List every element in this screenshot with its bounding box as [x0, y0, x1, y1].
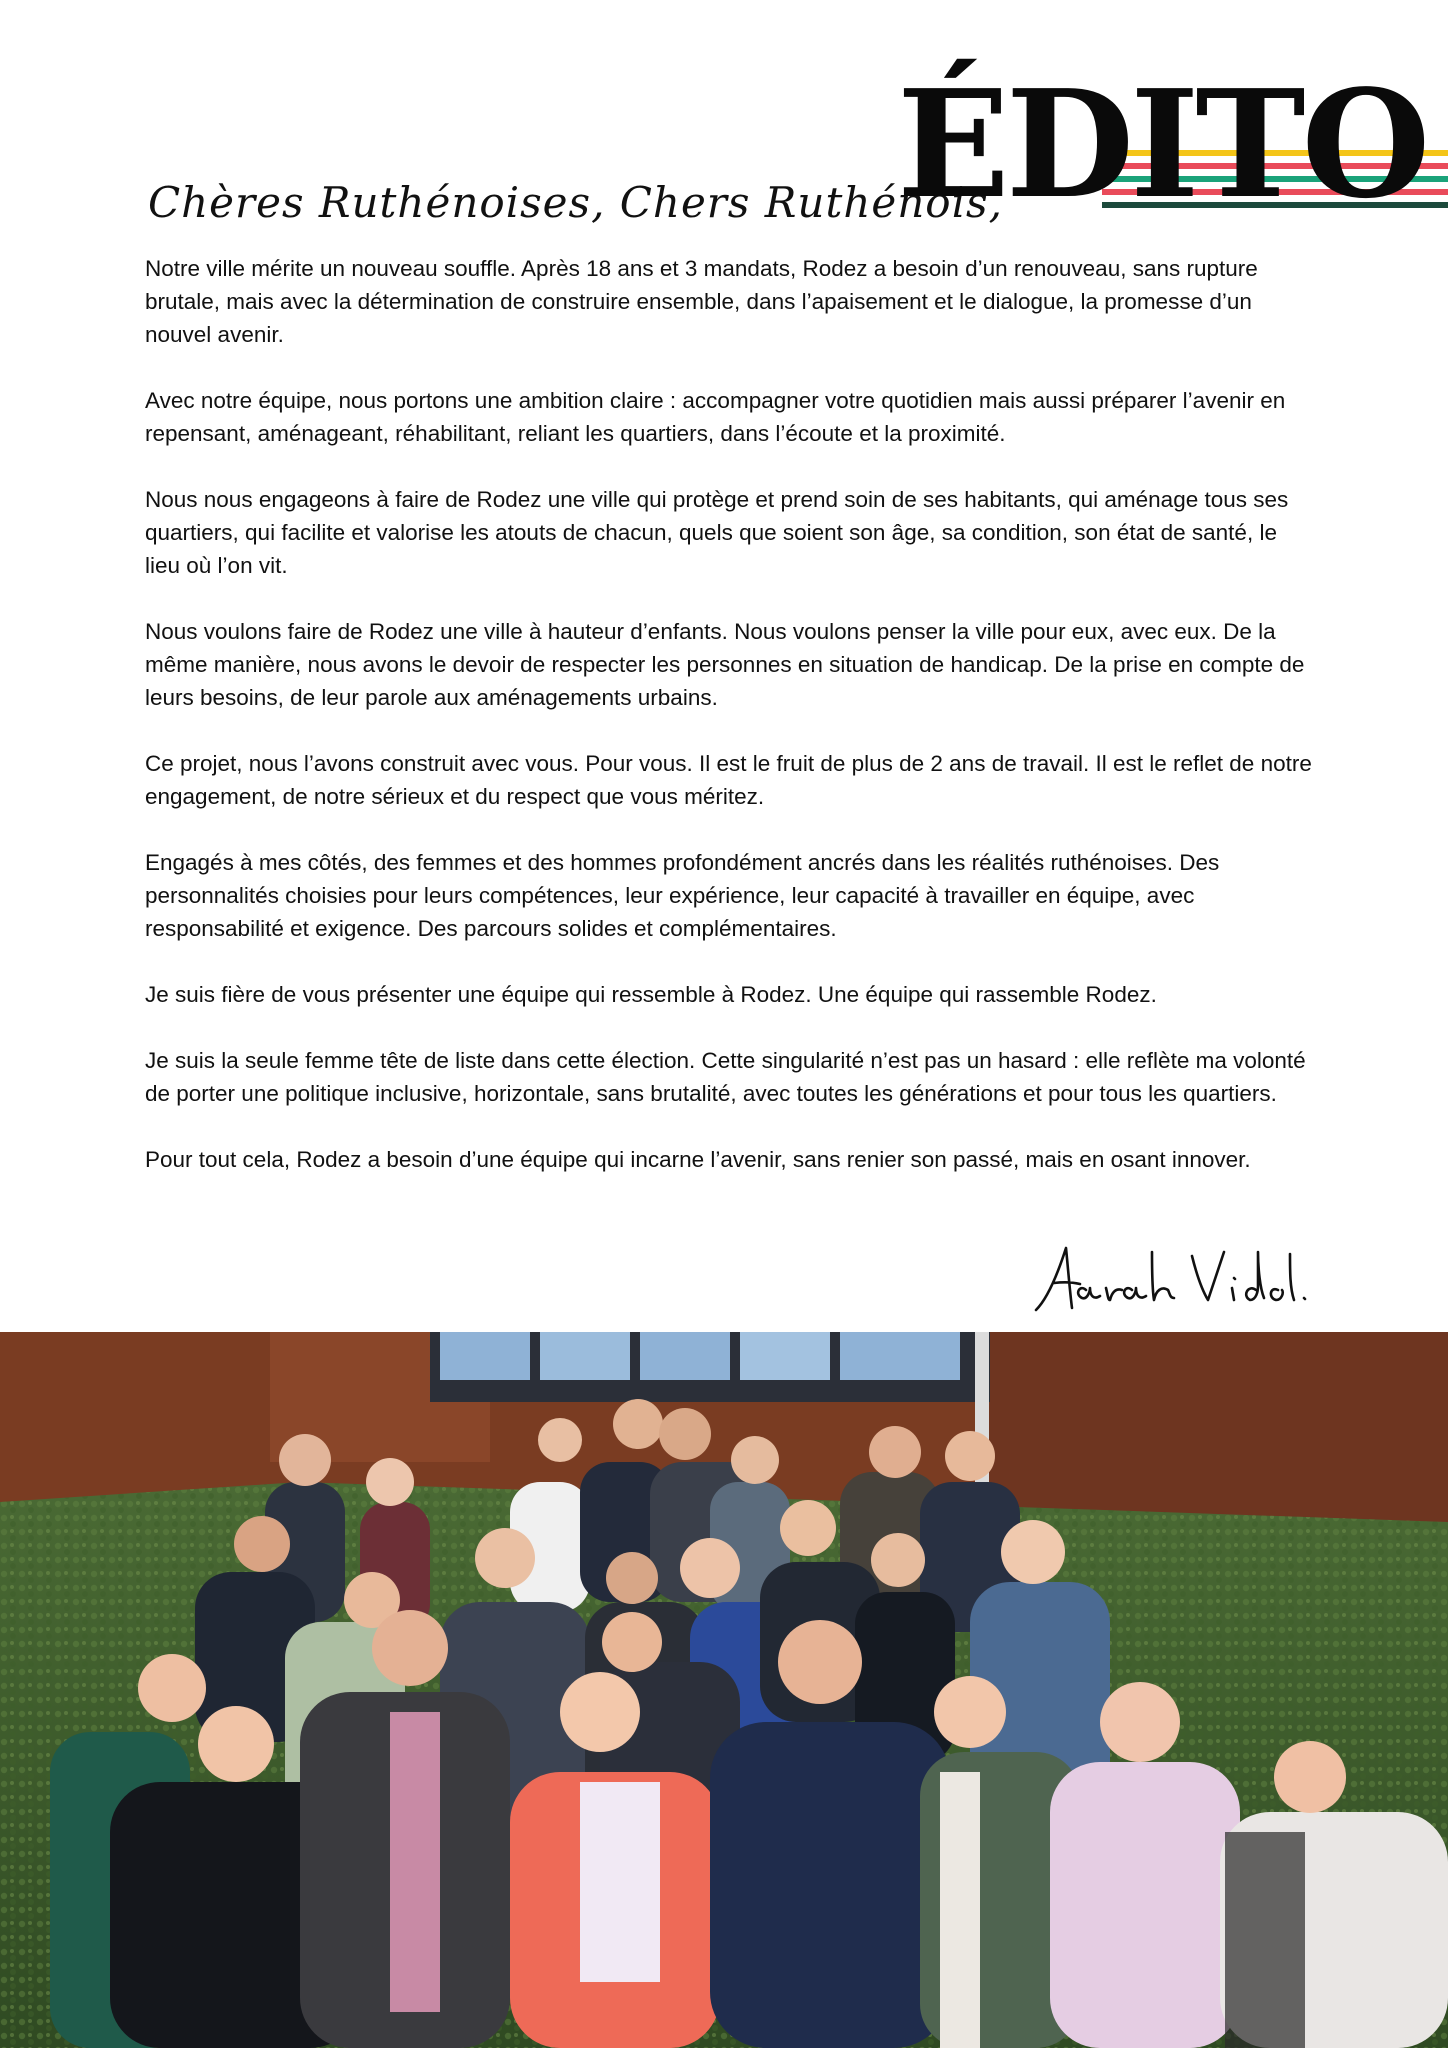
- salutation: Chères Ruthénoises, Chers Ruthénois,: [148, 178, 1003, 227]
- signature-text: [1030, 1240, 1310, 1320]
- paragraph: Ce projet, nous l’avons construit avec vous. Pour vous. Il est le fruit de plus de 2 ans de travail. Il est le reflet de notre engagement, de notre sérieux et du respect que vous méritez.: [145, 751, 1312, 809]
- paragraph: Nous voulons faire de Rodez une ville à hauteur d’enfants. Nous voulons penser la ville pour eux, avec eux. De la même manière, nous avons le devoir de respecter les personnes en situation de handicap. De la prise en compte de leurs besoins, de leur parole aux aménagements urbains.: [145, 619, 1305, 710]
- paragraph: Pour tout cela, Rodez a besoin d’une équipe qui incarne l’avenir, sans renier son passé, mais en osant innover.: [145, 1147, 1251, 1172]
- team-photo: [0, 1332, 1448, 2048]
- paragraph: Engagés à mes côtés, des femmes et des hommes profondément ancrés dans les réalités ruthénoises. Des personnalités choisies pour leurs compétences, leur expérience, leur capacité à travailler en équipe, avec responsabilité et exigence. Des parcours solides et complémentaires.: [145, 850, 1220, 941]
- paragraph: Je suis la seule femme tête de liste dans cette élection. Cette singularité n’est pas un hasard : elle reflète ma volonté de porter une politique inclusive, horizontale, sans brutalité, avec toutes les générations et pour tous les quartiers.: [145, 1048, 1306, 1106]
- edito-title: ÉDITO: [897, 57, 1427, 231]
- team-photo-illustration: [0, 1332, 1448, 2048]
- paragraph: Notre ville mérite un nouveau souffle. Après 18 ans et 3 mandats, Rodez a besoin d’un renouveau, sans rupture brutale, mais avec la détermination de construire ensemble, dans l’apaisement et le dialogue, la promesse d’un nouvel avenir.: [145, 256, 1258, 347]
- paragraph: Je suis fière de vous présenter une équipe qui ressemble à Rodez. Une équipe qui rassemble Rodez.: [145, 982, 1157, 1007]
- paragraph: Nous nous engageons à faire de Rodez une ville qui protège et prend soin de ses habitants, qui aménage tous ses quartiers, qui facilite et valorise les atouts de chacun, quels que soient son âge, sa condition, son état de santé, le lieu où l’on vit.: [145, 487, 1289, 578]
- letter-body: [145, 252, 1315, 1209]
- paragraph: Avec notre équipe, nous portons une ambition claire : accompagner votre quotidien mais aussi préparer l’avenir en repensant, aménageant, réhabilitant, reliant les quartiers, dans l’écoute et la proximité.: [145, 388, 1286, 446]
